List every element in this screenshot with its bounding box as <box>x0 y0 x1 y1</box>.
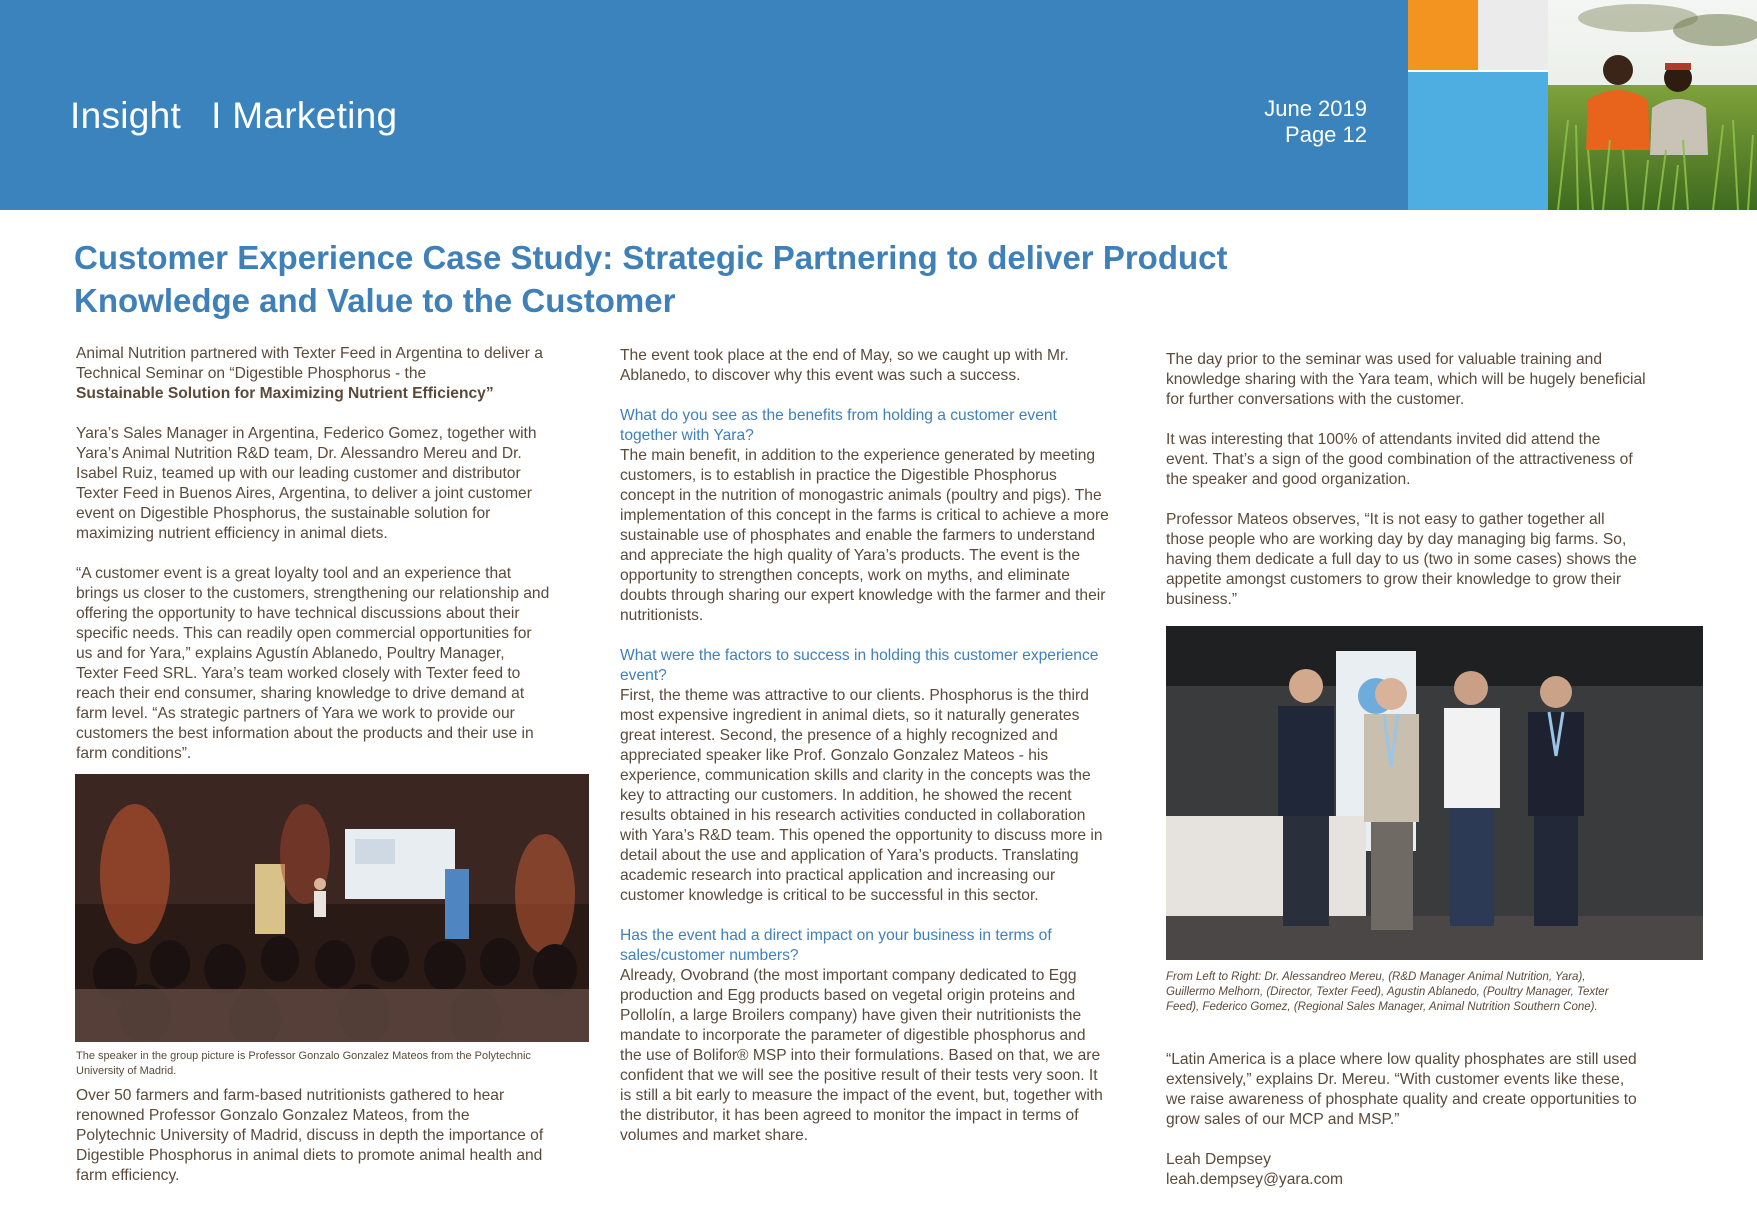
team-photo-caption: From Left to Right: Dr. Alessandreo Mereu, (R&D Manager Animal Nutrition, Yara), Guillermo Melhorn, (Director, Texter Feed), Agustin Ablanedo, (Poultry Manager, Texter Feed), Federico Gomez, (Regional Sales Manager, Animal Nutrition Southern Cone). <box>1166 971 1609 1013</box>
paragraph-professor-quote: Professor Mateos observes, “It is not easy to gather together all those people who are working day by day managing big farms. So, having them dedicate a full day to us (two in some cases) shows the appetite amongst customers to grow their knowledge to grow their business.” <box>1166 511 1637 608</box>
cyan-accent-block <box>1408 72 1548 210</box>
column-middle <box>620 346 1110 1166</box>
column-left <box>76 344 551 784</box>
answer-business-impact: Already, Ovobrand (the most important company dedicated to Egg production and Egg products based on vegetal origin proteins and Pollolín, a large Broilers company) have given their nutritionists the mandate to incorporate the parameter of digestible phosphorus and the use of Bolifor® MSP into their formulations. Based on that, we are confident that we will see the positive result of their tests very soon. It is still a bit early to measure the impact of the event, but, together with the distributor, it has been agreed to monitor the impact in terms of volumes and market share. <box>620 967 1103 1144</box>
page-number: Page 12 <box>1285 122 1367 147</box>
intro-bold-text: Sustainable Solution for Maximizing Nutrient Efficiency” <box>76 385 494 402</box>
column-right-lower <box>1166 1050 1646 1190</box>
farmers-photo-image <box>1548 0 1757 210</box>
section-title <box>70 95 397 137</box>
team-group-photo-image <box>1166 626 1703 960</box>
author-name: Leah Dempsey <box>1166 1151 1271 1168</box>
question-benefits: What do you see as the benefits from holding a customer event together with Yara? <box>620 407 1057 444</box>
section-label: Insight <box>70 95 182 136</box>
question-business-impact: Has the event had a direct impact on your business in terms of sales/customer numbers? <box>620 927 1052 964</box>
seminar-photo-image <box>75 774 589 1042</box>
seminar-photo-caption: The speaker in the group picture is Professor Gonzalo Gonzalez Mateos from the Polytechnic University of Madrid. <box>76 1050 531 1077</box>
author-email[interactable]: leah.dempsey@yara.com <box>1166 1171 1344 1188</box>
question-success-factors: What were the factors to success in holding this customer experience event? <box>620 647 1099 684</box>
answer-success-factors: First, the theme was attractive to our clients. Phosphorus is the third most expensive ingredient in animal diets, so it naturally generates great interest. Second, the presence of a highly recognized and appreciated speaker like Prof. Gonzalo Gonzalez Mateos - his experience, communication skills and clarity in the concepts was the key to attracting our customers. In addition, he showed the recent results obtained in his research activities conducted in collaboration with Yara’s R&D team. This opened the opportunity to discuss more in detail about the use and application of Yara’s products. Translating academic research into practical application and increasing our customer knowledge is critical to be successful in this sector. <box>620 687 1103 904</box>
paragraph-attendance: It was interesting that 100% of attendants invited did attend the event. That’s a sign of the good combination of the attractiveness of the speaker and good organization. <box>1166 431 1633 488</box>
farmers-photo <box>1548 0 1757 210</box>
grey-accent-block <box>1478 0 1548 70</box>
team-group-photo <box>1166 626 1703 960</box>
paragraph-sales-manager: Yara’s Sales Manager in Argentina, Federico Gomez, together with Yara’s Animal Nutrition R&D team, Dr. Alessandro Mereu and Dr. Isabel Ruiz, teamed up with our leading customer and distributor Texter Feed in Buenos Aires, Argentina, to deliver a joint customer event on Digestible Phosphorus, the sustainable solution for maximizing nutrient efficiency in animal diets. <box>76 425 537 542</box>
answer-benefits: The main benefit, in addition to the experience generated by meeting customers, is to establish in practice the Digestible Phosphorus concept in the nutrition of monogastric animals (poultry and pigs). The implementation of this concept in the farms is critical to achieve a more sustainable use of phosphates and enable the farmers to understand and appreciate the high quality of Yara’s products. The event is the opportunity to strengthen concepts, work on myths, and eliminate doubts through sharing our expert knowledge with the farmer and their nutritionists. <box>620 447 1109 624</box>
article-headline: Customer Experience Case Study: Strategic Partnering to deliver Product Knowledge and Value to the Customer <box>74 239 1228 319</box>
paragraph-training-day: The day prior to the seminar was used for valuable training and knowledge sharing with the Yara team, which will be hugely beneficial for further conversations with the customer. <box>1166 351 1646 408</box>
seminar-photo <box>75 774 589 1042</box>
issue-date: June 2019 <box>1264 96 1367 121</box>
orange-accent-block <box>1408 0 1478 70</box>
paragraph-mereu-quote: “Latin America is a place where low quality phosphates are still used extensively,” explains Dr. Mereu. “With customer events like these, we raise awareness of phosphate quality and create opportunities to grow sales of our MCP and MSP.” <box>1166 1051 1637 1128</box>
column-right <box>1166 350 1646 630</box>
issue-info <box>1264 96 1367 148</box>
paragraph-event-intro: The event took place at the end of May, so we caught up with Mr. Ablanedo, to discover why this event was such a success. <box>620 347 1069 384</box>
intro-paragraph <box>76 344 551 404</box>
paragraph-farmers-gathered: Over 50 farmers and farm-based nutritionists gathered to hear renowned Professor Gonzalo Gonzalez Mateos, from the Polytechnic University of Madrid, discuss in depth the importance of Digestible Phosphorus in animal diets to promote animal health and farm efficiency. <box>76 1087 544 1184</box>
subsection-label: I Marketing <box>211 95 398 136</box>
paragraph-customer-quote: “A customer event is a great loyalty tool and an experience that brings us closer to the customers, strengthening our relationship and offering the opportunity to have technical discussions about their specific needs. This can readily open commercial opportunities for us and for Yara,” explains Agustín Ablanedo, Poultry Manager, Texter Feed SRL. Yara’s team worked closely with Texter feed to reach their end consumer, sharing knowledge to drive demand at farm level. “As strategic partners of Yara we work to provide our customers the best information about the products and their use in farm conditions”. <box>76 565 550 762</box>
intro-text: Animal Nutrition partnered with Texter Feed in Argentina to deliver a Technical Seminar on “Digestible Phosphorus - the <box>76 345 543 382</box>
